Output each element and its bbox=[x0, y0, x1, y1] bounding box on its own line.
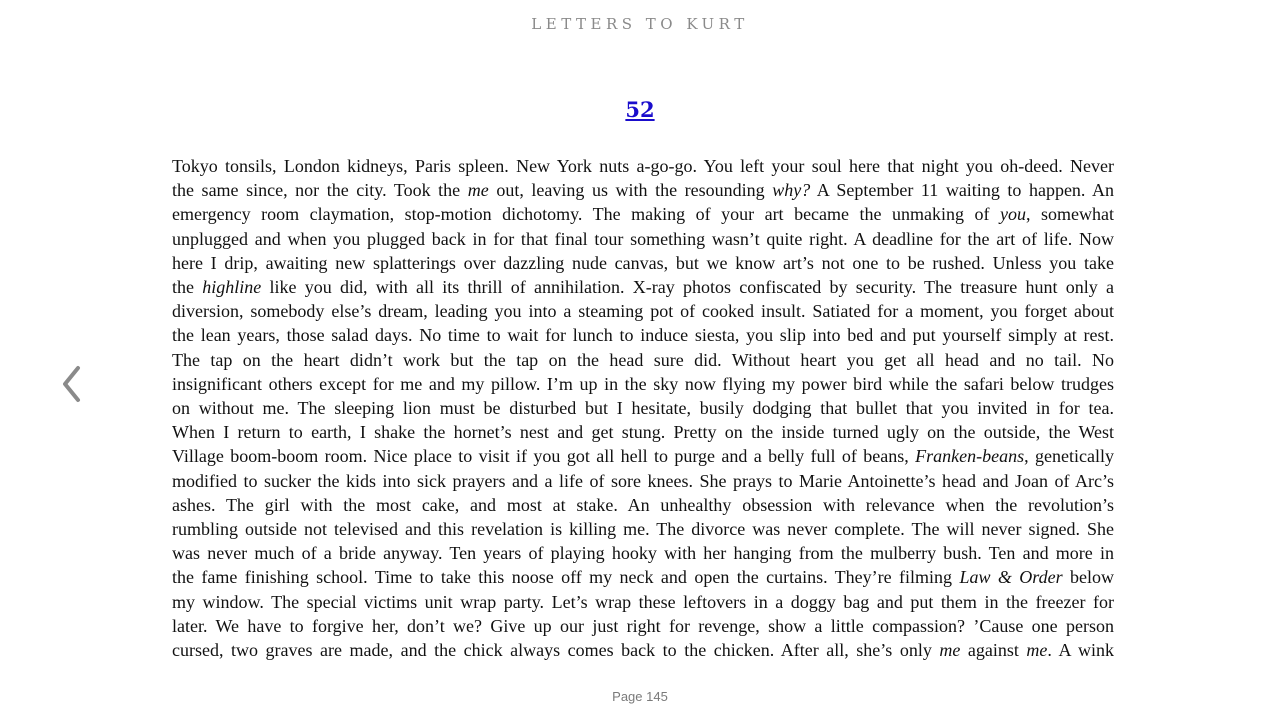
page-number: Page 145 bbox=[612, 689, 668, 704]
body-line: unplugged and when you plugged back in for that final tour something wasn’t quite right. A deadline for the art of life. Now bbox=[172, 228, 1114, 249]
body-line: The tap on the heart didn’t work but the tap on the head sure did. Without heart you get all head and no tail. No bbox=[172, 349, 1114, 370]
body-line: rumbling outside not televised and this revelation is killing me. The divorce was never complete. The will never signed. She bbox=[172, 519, 1114, 540]
body-line: on without me. The sleeping lion must be disturbed but I hesitate, busily dodging that bullet that you invited in for tea. bbox=[172, 398, 1114, 419]
body-line: the fame finishing school. Time to take this noose off my neck and open the curtains. They’re filming Law & Order below bbox=[172, 567, 1114, 588]
body-line: Village boom-boom room. Nice place to visit if you got all hell to purge and a belly full of beans, Franken-beans, genetically bbox=[172, 446, 1114, 467]
body-line: later. We have to forgive her, don’t we? Give up our just right for revenge, show a little compassion? ’Cause one person bbox=[172, 615, 1114, 636]
body-line: diversion, somebody else’s dream, leading you into a steaming pot of cooked insult. Satiated for a moment, you forget about bbox=[172, 301, 1114, 322]
page-body-text bbox=[172, 154, 1114, 662]
body-line: the highline like you did, with all its thrill of annihilation. X-ray photos confiscated by security. The treasure hunt only a bbox=[172, 277, 1114, 298]
body-line: my window. The special victims unit wrap party. Let’s wrap these leftovers in a doggy bag and put them in the freezer for bbox=[172, 591, 1114, 612]
body-line: the lean years, those salad days. No time to wait for lunch to induce siesta, you slip into bed and put yourself simply at rest. bbox=[172, 325, 1114, 346]
body-line: Tokyo tonsils, London kidneys, Paris spleen. New York nuts a-go-go. You left your soul here that night you oh-deed. Never bbox=[172, 156, 1114, 176]
body-line: When I return to earth, I shake the hornet’s nest and get stung. Pretty on the inside turned ugly on the outside, the West bbox=[172, 422, 1114, 443]
book-title: LETTERS TO KURT bbox=[531, 15, 749, 33]
previous-page-button[interactable] bbox=[58, 364, 88, 404]
body-line: here I drip, awaiting new splatterings over dazzling nude canvas, but we know art’s not one to be rushed. Unless you take bbox=[172, 252, 1114, 273]
chevron-left-icon bbox=[58, 364, 88, 404]
body-line: ashes. The girl with the most cake, and most at stake. An unhealthy obsession with relevance when the revolution’s bbox=[172, 494, 1114, 515]
body-line: was never much of a bride anyway. Ten years of playing hooky with her hanging from the mulberry bush. Ten and more in bbox=[172, 543, 1114, 564]
body-line: cursed, two graves are made, and the chick always comes back to the chicken. After all, she’s only me against me. A wink bbox=[172, 640, 1115, 661]
body-line: the same since, nor the city. Took the me out, leaving us with the resounding why? A September 11 waiting to happen. An bbox=[172, 180, 1115, 201]
chapter-heading bbox=[0, 97, 1280, 122]
body-line: emergency room claymation, stop-motion dichotomy. The making of your art became the unmaking of you, somewhat bbox=[172, 204, 1115, 225]
chapter-number-link[interactable]: 52 bbox=[625, 97, 655, 122]
body-line: modified to sucker the kids into sick prayers and a life of sore knees. She prays to Marie Antoinette’s head and Joan of Arc’s bbox=[172, 470, 1114, 491]
body-line: insignificant others except for me and my pillow. I’m up in the sky now flying my power bird while the safari below trudges bbox=[172, 373, 1114, 394]
